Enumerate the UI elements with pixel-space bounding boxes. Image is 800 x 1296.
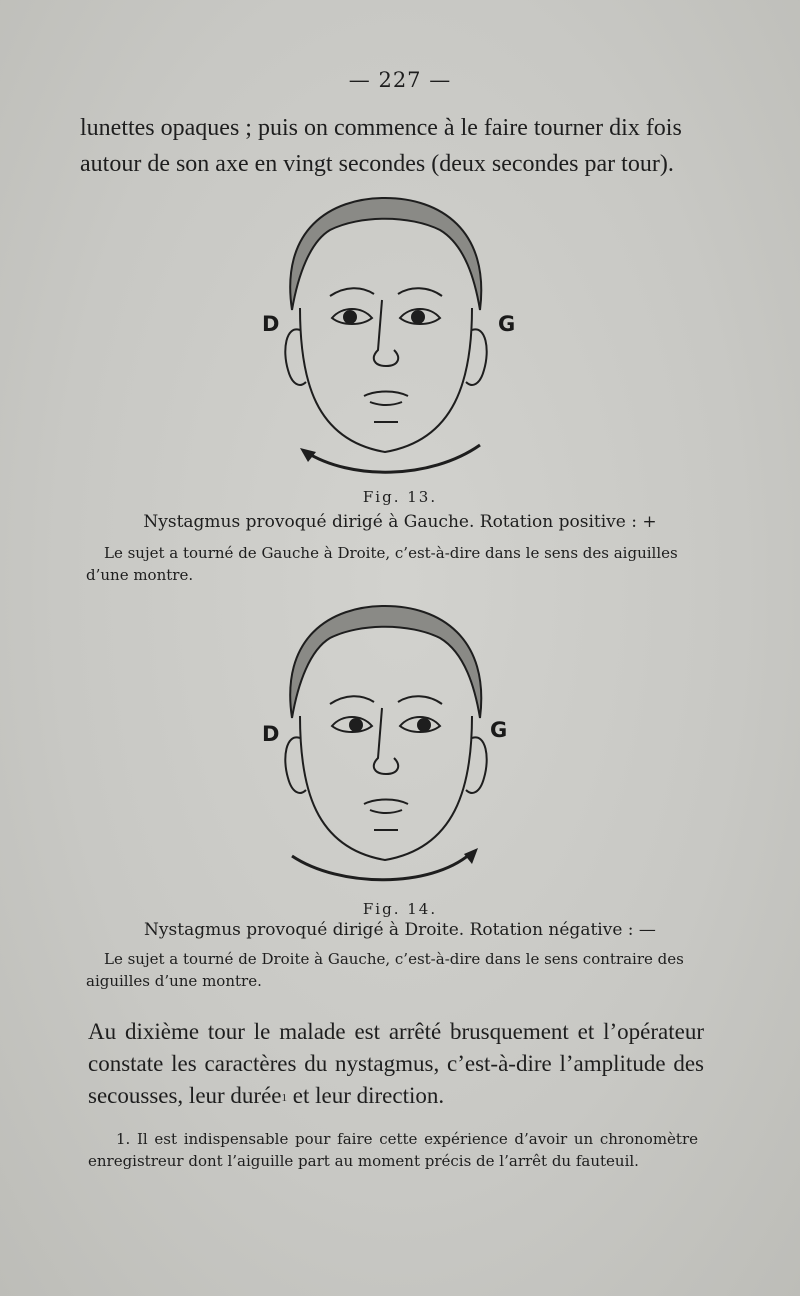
figure-13-illustration [270, 190, 500, 480]
fig-13-side-left: D [262, 312, 280, 336]
body-text-main: Au dixième tour le malade est arrêté brusquement et l’opérateur constate les caractères du nystagmus, c’est-à-dire l’amplitude des secousses, leur durée [88, 1019, 704, 1108]
fig-13-label: Fig. 13. [362, 488, 438, 506]
fig-13-side-right: G [498, 312, 516, 336]
fig-14-note: Le sujet a tourné de Droite à Gauche, c’est-à-dire dans le sens contraire des aiguilles d’une montre. [86, 950, 684, 990]
fig-13-caption: Nystagmus provoqué dirigé à Gauche. Rotation positive : + [143, 512, 657, 532]
fig-14-caption: Nystagmus provoqué dirigé à Droite. Rotation négative : — [144, 920, 656, 940]
fig-13-note: Le sujet a tourné de Gauche à Droite, c’est-à-dire dans le sens des aiguilles d’une montre. [86, 544, 678, 584]
fig-14-side-right: G [490, 718, 508, 742]
fig-14-label: Fig. 14. [362, 900, 438, 918]
face-drawing-fig-14 [270, 598, 500, 888]
face-drawing-fig-13 [270, 190, 500, 480]
body-paragraph [88, 1016, 704, 1114]
footnote-marker: 1 [281, 1092, 288, 1104]
fig-14-side-left: D [262, 722, 280, 746]
footnote: 1. Il est indispensable pour faire cette expérience d’avoir un chronomètre enregistreur dont l’aiguille part au moment précis de l’arrêt du fauteuil. [88, 1130, 698, 1170]
body-text-end: et leur direction. [287, 1083, 445, 1108]
figure-14-illustration [270, 598, 500, 888]
page-number: — 227 — [348, 68, 452, 92]
intro-paragraph: lunettes opaques ; puis on commence à le faire tourner dix fois autour de son axe en vingt secondes (deux secondes par tour). [80, 115, 682, 177]
